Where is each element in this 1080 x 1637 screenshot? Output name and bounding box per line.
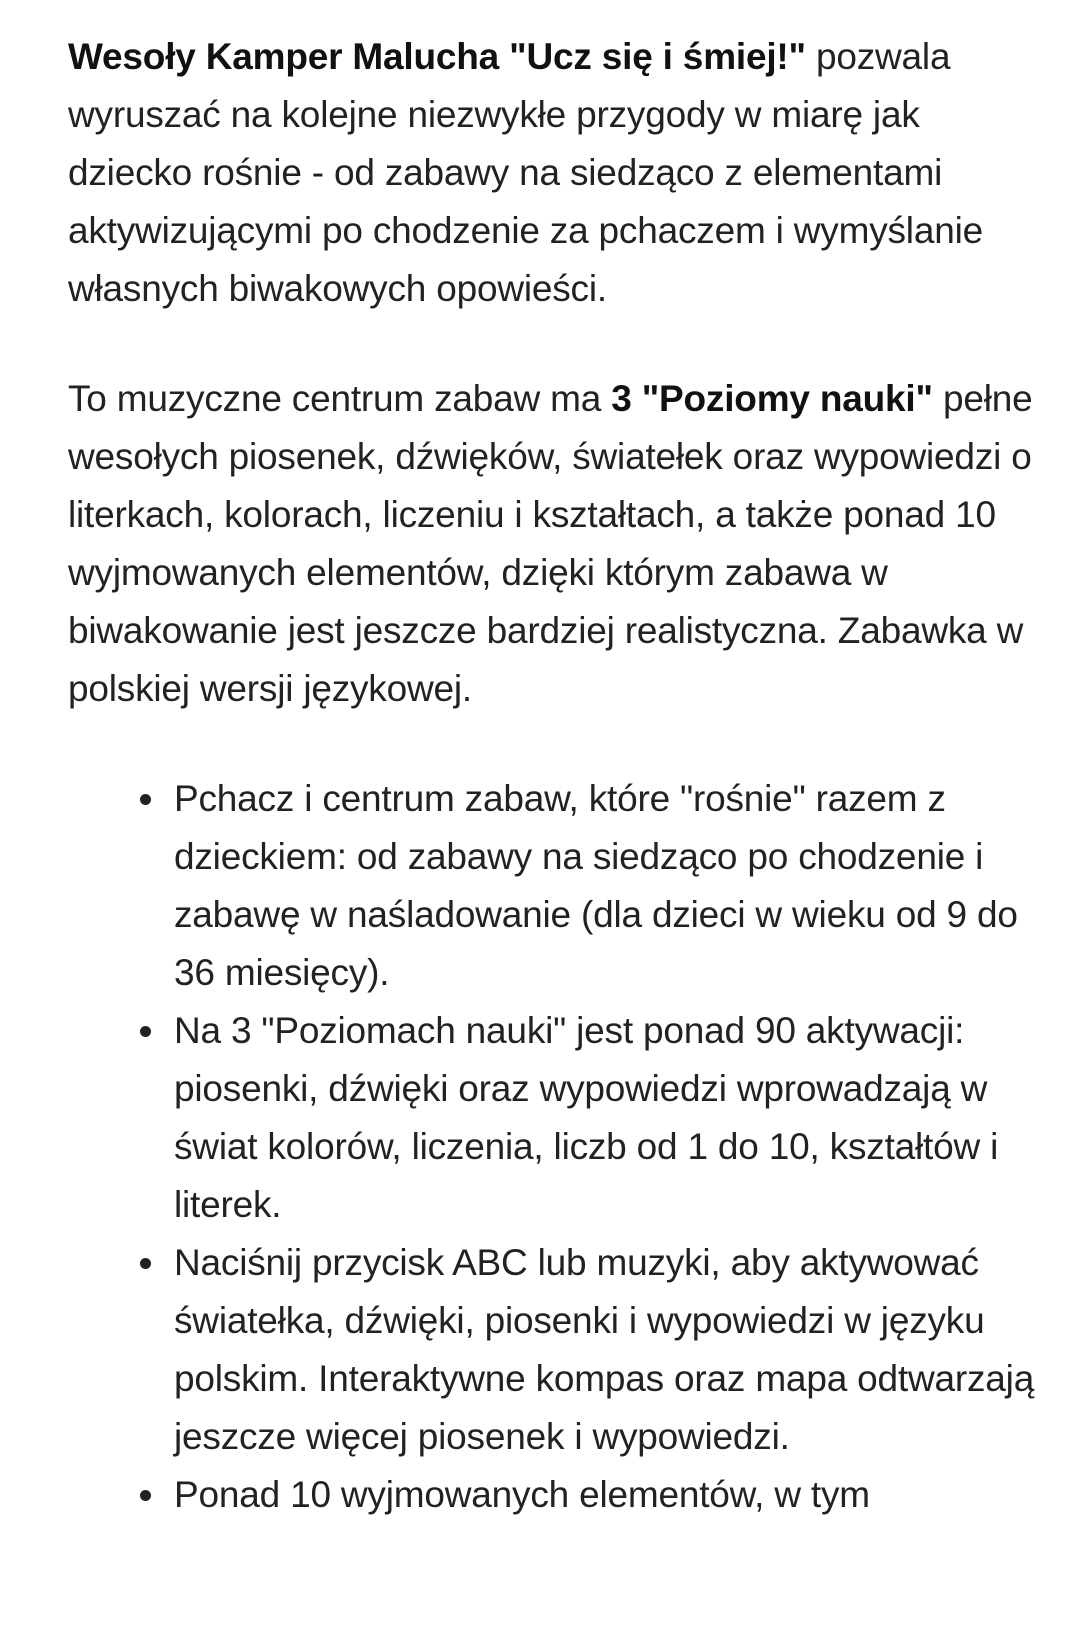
feature-text: Ponad 10 wyjmowanych elementów, w tym bbox=[174, 1474, 870, 1515]
feature-text: Na 3 "Poziomach nauki" jest ponad 90 aktywacji: piosenki, dźwięki oraz wypowiedzi wprowadzają w świat kolorów, liczenia, liczb od 1 do 10, kształtów i literek. bbox=[174, 1010, 999, 1225]
levels-bold: 3 "Poziomy nauki" bbox=[611, 378, 933, 419]
feature-item bbox=[174, 1002, 1048, 1234]
levels-text-after: pełne wesołych piosenek, dźwięków, światełek oraz wypowiedzi o literkach, kolorach, liczeniu i kształtach, a także ponad 10 wyjmowanych elementów, dzięki którym zabawa w biwakowanie jest jeszcze bardziej realistyczna. Zabawka w polskiej wersji językowej. bbox=[68, 378, 1033, 709]
bullet-dot-icon bbox=[140, 794, 151, 805]
intro-title: Wesoły Kamper Malucha "Ucz się i śmiej!" bbox=[68, 36, 806, 77]
bullet-dot-icon bbox=[140, 1490, 151, 1501]
feature-text: Naciśnij przycisk ABC lub muzyki, aby aktywować światełka, dźwięki, piosenki i wypowiedzi w języku polskim. Interaktywne kompas oraz mapa odtwarzają jeszcze więcej piosenek i wypowiedzi. bbox=[174, 1242, 1035, 1457]
bullet-dot-icon bbox=[140, 1026, 151, 1037]
product-description bbox=[68, 28, 1048, 1524]
feature-item bbox=[174, 770, 1048, 1002]
levels-paragraph bbox=[68, 370, 1048, 718]
feature-item bbox=[174, 1466, 1048, 1524]
bullet-dot-icon bbox=[140, 1258, 151, 1269]
feature-item bbox=[174, 1234, 1048, 1466]
levels-text-before: To muzyczne centrum zabaw ma bbox=[68, 378, 612, 419]
intro-text: pozwala wyruszać na kolejne niezwykłe przygody w miarę jak dziecko rośnie - od zabawy na siedząco z elementami aktywizującymi po chodzenie za pchaczem i wymyślanie własnych biwakowych opowieści. bbox=[68, 36, 983, 309]
intro-paragraph bbox=[68, 28, 1048, 318]
feature-text: Pchacz i centrum zabaw, które "rośnie" razem z dzieckiem: od zabawy na siedząco po chodzenie i zabawę w naśladowanie (dla dzieci w wieku od 9 do 36 miesięcy). bbox=[174, 778, 1018, 993]
feature-list bbox=[68, 770, 1048, 1524]
